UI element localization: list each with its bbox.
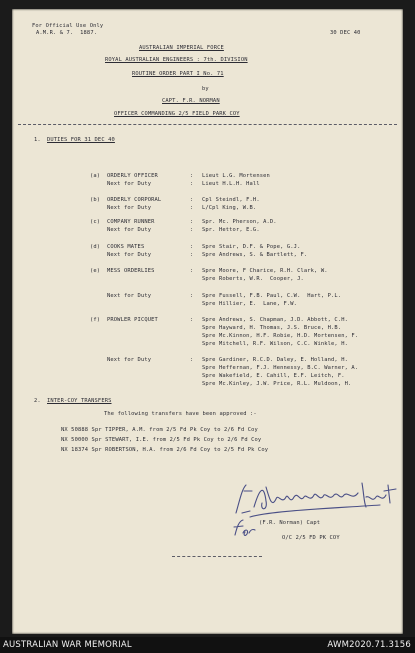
duty-names: Spre Moore, F Charice, R.H. Clark, W. bbox=[202, 268, 328, 274]
duty-names: Spr. Mc. Pherson, A.D. bbox=[202, 219, 277, 225]
unit-title: ROYAL AUSTRALIAN ENGINEERS : 7th. DIVISION bbox=[105, 57, 248, 63]
classification-line-2: A.M.R. & 7. 1887. bbox=[36, 30, 98, 36]
duty-role: ORDERLY OFFICER bbox=[107, 173, 158, 179]
order-title: ROUTINE ORDER PART I No. 71 bbox=[132, 71, 224, 77]
duty-colon: : bbox=[190, 227, 194, 233]
duty-names: Spre Mitchell, R.F. Wilson, C.C. Winkle, H. bbox=[202, 341, 349, 347]
header-divider bbox=[18, 124, 397, 125]
duty-letter: (a) bbox=[90, 173, 101, 179]
duty-colon: : bbox=[190, 317, 194, 323]
duty-letter: (c) bbox=[90, 219, 101, 225]
archive-footer bbox=[0, 637, 415, 653]
duty-role: COMPANY RUNNER bbox=[107, 219, 155, 225]
duty-colon: : bbox=[190, 252, 194, 258]
duty-colon: : bbox=[190, 197, 194, 203]
duty-role: COOKS MATES bbox=[107, 244, 145, 250]
force-title: AUSTRALIAN IMPERIAL FORCE bbox=[139, 45, 224, 51]
duty-names: Spr. Hettor, E.G. bbox=[202, 227, 260, 233]
duty-names: Lieut H.L.H. Hall bbox=[202, 181, 260, 187]
duty-names: Spre Andrews, S. Chapman, J.D. Abbott, C.H. bbox=[202, 317, 349, 323]
duty-colon: : bbox=[190, 181, 194, 187]
duty-names: Spre Heffernan, F.J. Hennessy, B.C. Warner, A. bbox=[202, 365, 359, 371]
duty-colon: : bbox=[190, 268, 194, 274]
duty-names: Spre Fussell, F.B. Paul, C.W. Hart, P.L. bbox=[202, 293, 342, 299]
duty-role: Next for Duty bbox=[107, 293, 152, 299]
signatory-name: (F.R. Norman) Capt bbox=[259, 520, 321, 526]
duty-colon: : bbox=[190, 219, 194, 225]
duty-names: L/Cpl King, W.B. bbox=[202, 205, 257, 211]
duty-names: Spre Hillier, E. Lane, F.W. bbox=[202, 301, 298, 307]
duty-role: Next for Duty bbox=[107, 205, 152, 211]
duty-role: Next for Duty bbox=[107, 357, 152, 363]
transfer-line: NX 50000 Spr STEWART, I.E. from 2/5 Fd Pk Coy to 2/6 Fd Coy bbox=[61, 437, 262, 443]
section1-number: 1. bbox=[34, 137, 41, 143]
duty-names: Spre Andrews, S. & Bartlett, F. bbox=[202, 252, 308, 258]
order-date: 30 DEC 40 bbox=[330, 30, 361, 36]
duty-role: Next for Duty bbox=[107, 252, 152, 258]
duty-role: MESS ORDERLIES bbox=[107, 268, 155, 274]
section2-heading: INTER-COY TRANSFERS bbox=[47, 398, 112, 404]
transfer-line: NX 50888 Spr TIPPER, A.M. from 2/5 Fd Pk Coy to 2/6 Fd Coy bbox=[61, 427, 258, 433]
duty-names: Spre Hayward, H. Thomas, J.S. Bruce, H.B. bbox=[202, 325, 342, 331]
duty-colon: : bbox=[190, 357, 194, 363]
document-page bbox=[12, 9, 403, 634]
duty-names: Spre Mc.Kinnon, H.F. Robie, H.D. Mortensen, F. bbox=[202, 333, 359, 339]
duty-letter: (b) bbox=[90, 197, 101, 203]
duty-colon: : bbox=[190, 293, 194, 299]
classification-line-1: For Official Use Only bbox=[32, 23, 104, 29]
transfer-line: NX 18374 Spr ROBERTSON, H.A. from 2/6 Fd Coy to 2/5 Fd Pk Coy bbox=[61, 447, 269, 453]
duty-names: Lieut L.G. Mortensen bbox=[202, 173, 270, 179]
closing-divider bbox=[172, 556, 262, 557]
duty-names: Cpl Steindl, F.H. bbox=[202, 197, 260, 203]
officer-role: OFFICER COMMANDING 2/5 FIELD PARK COY bbox=[114, 111, 240, 117]
duty-colon: : bbox=[190, 244, 194, 250]
officer-name: CAPT. F.R. NORMAN bbox=[162, 98, 220, 104]
duty-colon: : bbox=[190, 173, 194, 179]
duty-letter: (e) bbox=[90, 268, 101, 274]
duty-colon: : bbox=[190, 205, 194, 211]
duty-letter: (f) bbox=[90, 317, 101, 323]
signatory-role: O/C 2/5 FD PK COY bbox=[282, 535, 340, 541]
archive-reference: AWM2020.71.3156 bbox=[327, 640, 411, 650]
duty-names: Spre Gardiner, R.C.D. Daley, E. Holland, H. bbox=[202, 357, 349, 363]
by-text: by bbox=[202, 86, 209, 92]
duty-names: Spre Stair, D.F. & Pope, G.J. bbox=[202, 244, 301, 250]
duty-names: Spre Mc.Kinley, J.W. Price, R.L. Muldoon, H. bbox=[202, 381, 352, 387]
section2-number: 2. bbox=[34, 398, 41, 404]
duty-role: Next for Duty bbox=[107, 181, 152, 187]
duty-role: PROWLER PICQUET bbox=[107, 317, 158, 323]
duty-letter: (d) bbox=[90, 244, 101, 250]
duty-role: ORDERLY CORPORAL bbox=[107, 197, 162, 203]
duty-names: Spre Roberts, W.R. Cooper, J. bbox=[202, 276, 304, 282]
duty-names: Spre Wakefield, E. Cahill, E.F. Leitch, F. bbox=[202, 373, 345, 379]
transfers-intro: The following transfers have been approved :- bbox=[104, 411, 257, 417]
section1-heading: DUTIES FOR 31 DEC 40 bbox=[47, 137, 115, 143]
archive-name: AUSTRALIAN WAR MEMORIAL bbox=[3, 640, 132, 650]
for-mark bbox=[231, 517, 257, 539]
duty-role: Next for Duty bbox=[107, 227, 152, 233]
